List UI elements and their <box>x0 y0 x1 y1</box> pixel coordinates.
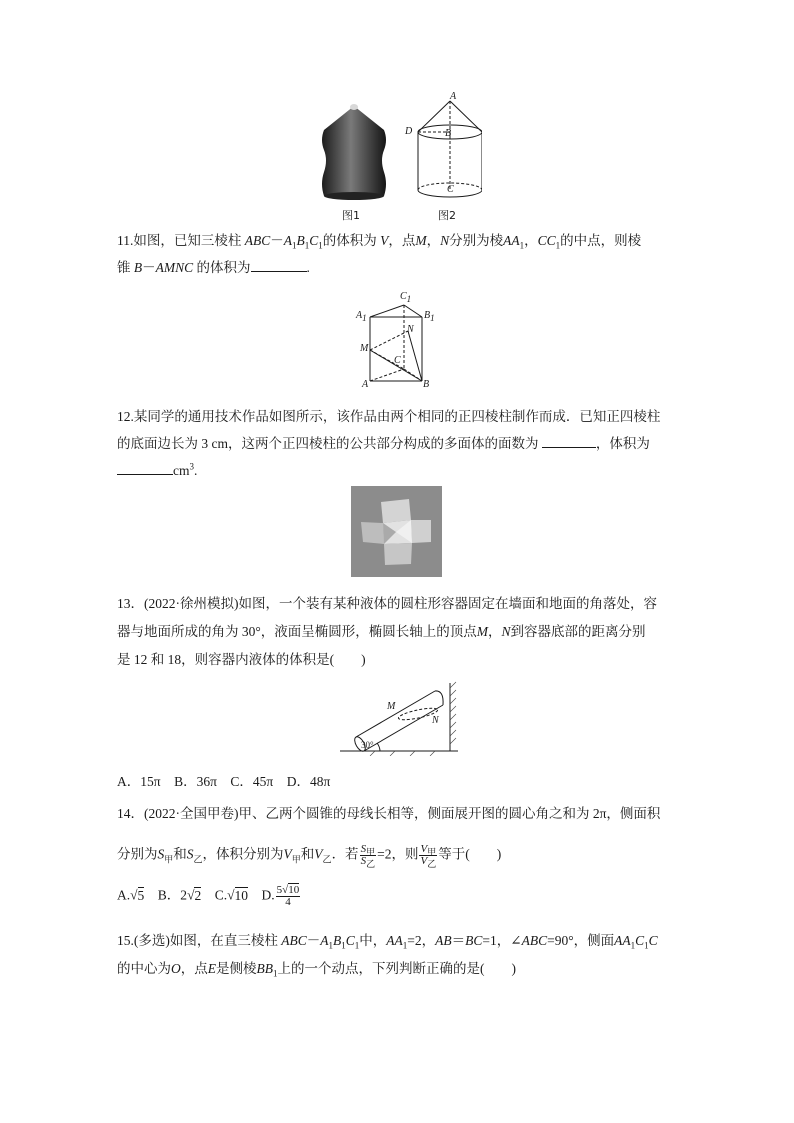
prism-label-c: C <box>394 355 401 366</box>
prism-label-a1: $A_1$ <box>356 310 367 323</box>
cyl-label-angle: 30° <box>361 740 374 750</box>
q12-line-2: 的底面边长为 3 cm，这两个正四棱柱的公共部分构成的多面体的面数为 ，体积为 <box>117 436 650 451</box>
q12-line-1: 12.某同学的通用技术作品如图所示，该作品由两个相同的正四棱柱制作而成．已知正四棱柱 <box>117 409 661 424</box>
prism-label-a: A <box>362 379 369 390</box>
q13-line-3: 是 12 和 18，则容器内液体的体积是( ) <box>117 652 366 667</box>
prism-label-b: B <box>423 379 430 390</box>
fig2-label-b: B <box>445 128 452 139</box>
q14-options: A.√5 B．2√2 C.√10 D. $\frac{5√10}{4}$ <box>117 884 300 908</box>
figure-1-photo <box>318 100 390 204</box>
prism-label-c1: $C_1$ <box>400 291 412 304</box>
q13-line-2: 器与地面所成的角为 30°，液面呈椭圆形，椭圆长轴上的顶点M，N到容器底部的距离分别 <box>117 624 646 639</box>
cyl-label-m: M <box>387 701 396 712</box>
prism-label-m: M <box>360 343 369 354</box>
figure-2-diagram <box>402 91 482 206</box>
figure-2-caption: 图2 <box>438 209 456 222</box>
fig2-label-d: D <box>405 126 413 137</box>
q15-line-2: 的中心为O，点E是侧棱$BB_1$上的一个动点，下列判断正确的是( ) <box>117 961 516 979</box>
prism-label-b1: $B_1$ <box>424 310 435 323</box>
q13-line-1: 13．(2022·徐州模拟)如图，一个装有某种液体的圆柱形容器固定在墙面和地面的角落处，容 <box>117 596 657 611</box>
fig2-label-a: A <box>450 91 457 102</box>
q11-line-1: 11.如图，已知三棱柱 $ABC-A_1B_1C_1$的体积为 V，点M，N分别为棱$AA_1$，$CC_1$的中点，则棱 <box>117 233 642 251</box>
q14-line-1: 14．(2022·全国甲卷)甲、乙两个圆锥的母线长相等，侧面展开图的圆心角之和为 2π，侧面积 <box>117 806 661 821</box>
figure-1-caption: 图1 <box>342 209 360 222</box>
q11-line-2: 锥 B－AMNC 的体积为 . <box>117 260 310 275</box>
prism-diagram <box>356 290 436 392</box>
q15-line-1: 15.(多选)如图，在直三棱柱 $ABC-A_1B_1C_1$中，$AA_1=2$，AB＝BC=1，∠ABC=90°，侧面$AA_1C_1C$ <box>117 933 658 951</box>
tilted-cylinder-diagram <box>340 680 458 756</box>
cross-object-photo <box>351 486 442 577</box>
q14-line-2: 分别为$S_甲$和$S_乙$，体积分别为$V_甲$和$V_乙$．若 $\frac{S_甲}{S_乙}$ =2，则 $\frac{V_甲}{V_乙}$ 等于( ) <box>117 843 502 870</box>
prism-label-n: N <box>407 324 414 335</box>
cyl-label-n: N <box>432 715 439 726</box>
q12-line-3: $cm^3$. <box>117 462 197 480</box>
fig2-label-c: C <box>447 184 454 195</box>
q13-options: A．15π B．36π C．45π D．48π <box>117 774 331 789</box>
